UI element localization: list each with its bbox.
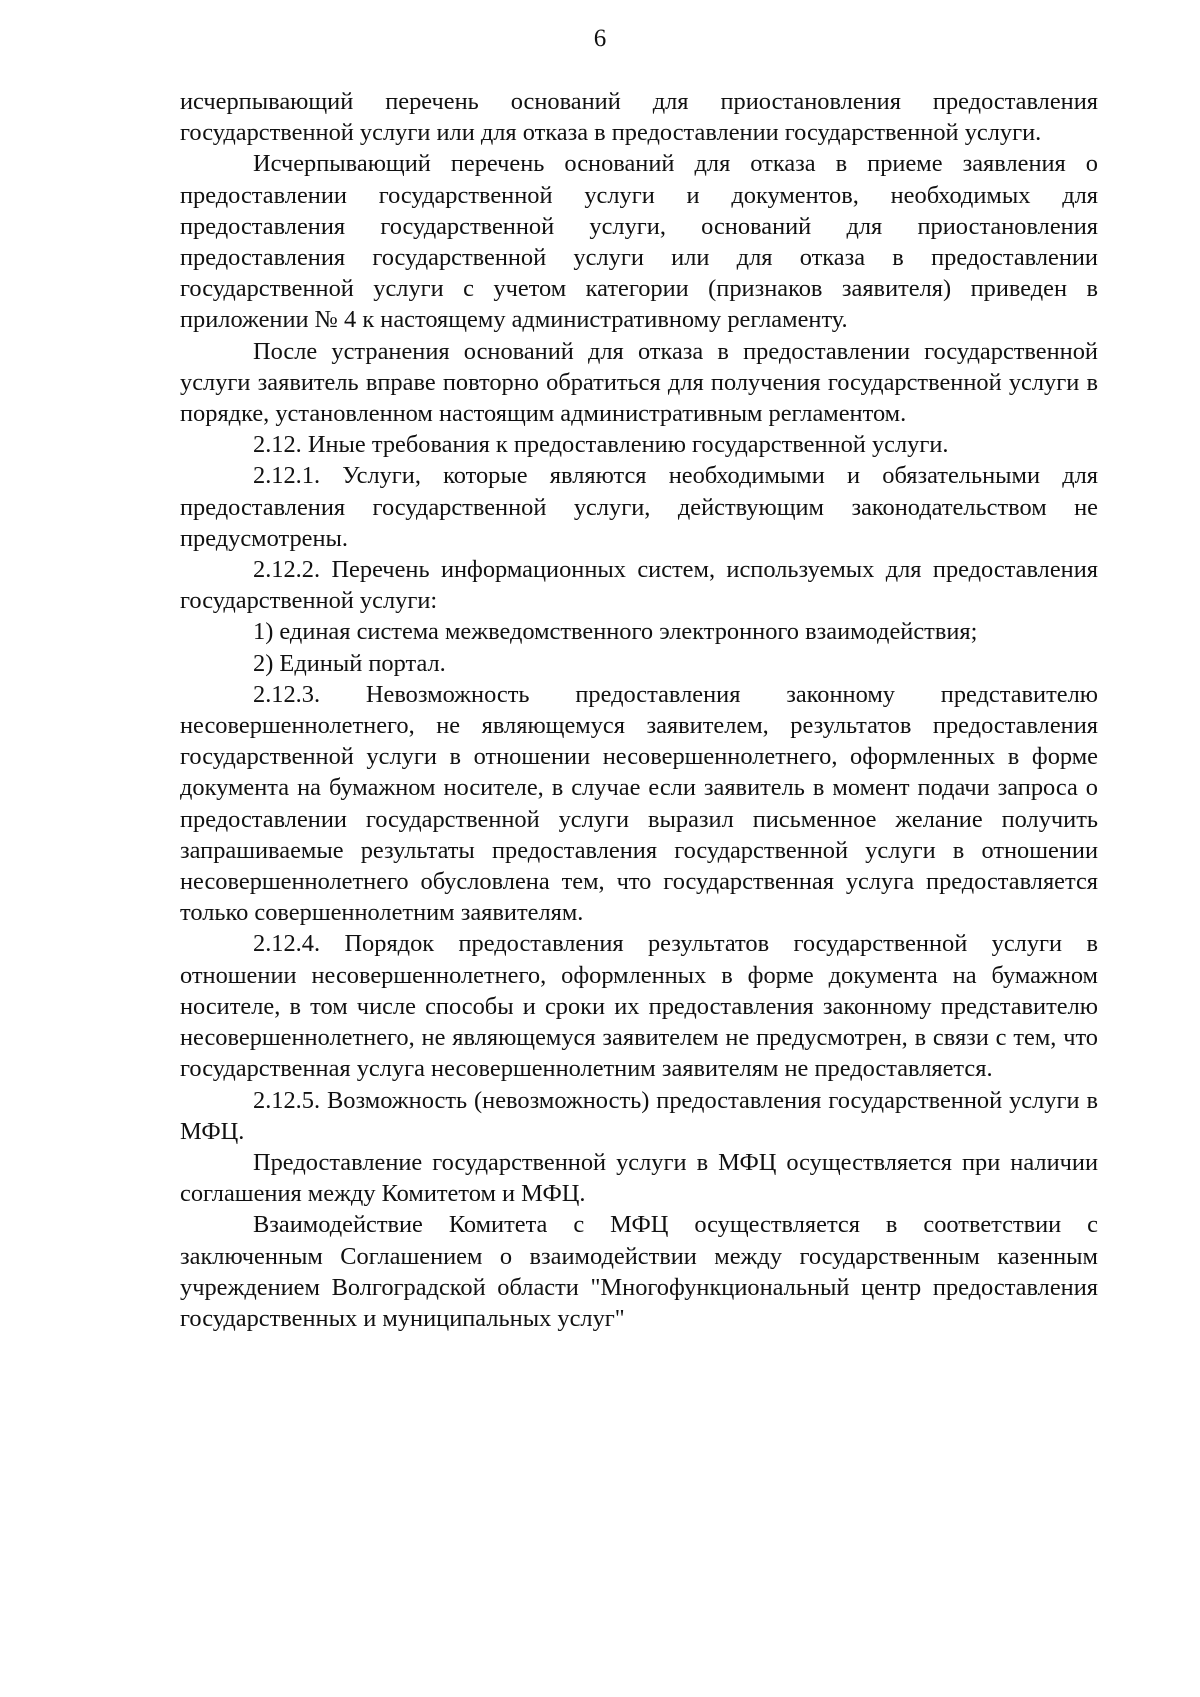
paragraph-section-2-12-3: 2.12.3. Невозможность предоставления законному представителю несовершеннолетнего, не являющемуся заявителем, результатов предоставления государственной услуги в отношении несовершеннолетнего, оформленных в форме документа на бумажном носителе, в случае если заявитель в момент подачи запроса о предоставлении государственной услуги выразил письменное желание получить запрашиваемые результаты предоставления государственной услуги в отношении несовершеннолетнего обусловлена тем, что государственная услуга предоставляется только совершеннолетним заявителям. — [180, 680, 1098, 927]
paragraph-repeat-application: После устранения оснований для отказа в предоставлении государственной услуги заявитель вправе повторно обратиться для получения государственной услуги в порядке, установленном настоящим административным регламентом. — [180, 337, 1098, 428]
paragraph-continuation: исчерпывающий перечень оснований для приостановления предоставления государственной услуги или для отказа в предоставлении государственной услуги. — [180, 88, 1098, 147]
paragraph-section-2-12-1: 2.12.1. Услуги, которые являются необходимыми и обязательными для предоставления государственной услуги, действующим законодательством не предусмотрены. — [180, 462, 1098, 552]
paragraph-section-2-12-4: 2.12.4. Порядок предоставления результатов государственной услуги в отношении несовершеннолетнего, оформленных в форме документа на бумажном носителе, в том числе способы и сроки их предоставления законному представителю несовершеннолетнего, не являющемуся заявителем не предусмотрен, в связи с тем, что государственная услуга несовершеннолетним заявителям не предоставляется. — [180, 930, 1098, 1083]
paragraph-mfc-interaction: Взаимодействие Комитета с МФЦ осуществляется в соответствии с заключенным Соглашением о взаимодействии между государственным казенным учреждением Волгоградской области "Многофункциональный центр предоставления государственных и муниципальных услуг" — [180, 1211, 1098, 1332]
paragraph-section-2-12-2: 2.12.2. Перечень информационных систем, используемых для предоставления государственной услуги: — [180, 556, 1098, 615]
list-item-1: 1) единая система межведомственного электронного взаимодействия; — [253, 618, 978, 646]
paragraph-mfc-agreement: Предоставление государственной услуги в МФЦ осуществляется при наличии соглашения между Комитетом и МФЦ. — [180, 1148, 1098, 1208]
document-body — [180, 86, 1098, 1334]
paragraph-refusal-grounds: Исчерпывающий перечень оснований для отказа в приеме заявления о предоставлении государственной услуги и документов, необходимых для предоставления государственной услуги, оснований для приостановления предоставления государственной услуги или для отказа в предоставлении государственной услуги с учетом категории (признаков заявителя) приведен в приложении № 4 к настоящему административному регламенту. — [180, 150, 1098, 334]
list-item-2: 2) Единый портал. — [253, 649, 446, 677]
page-number: 6 — [593, 25, 607, 52]
paragraph-section-2-12: 2.12. Иные требования к предоставлению государственной услуги. — [253, 431, 949, 459]
paragraph-section-2-12-5: 2.12.5. Возможность (невозможность) предоставления государственной услуги в МФЦ. — [180, 1086, 1098, 1145]
